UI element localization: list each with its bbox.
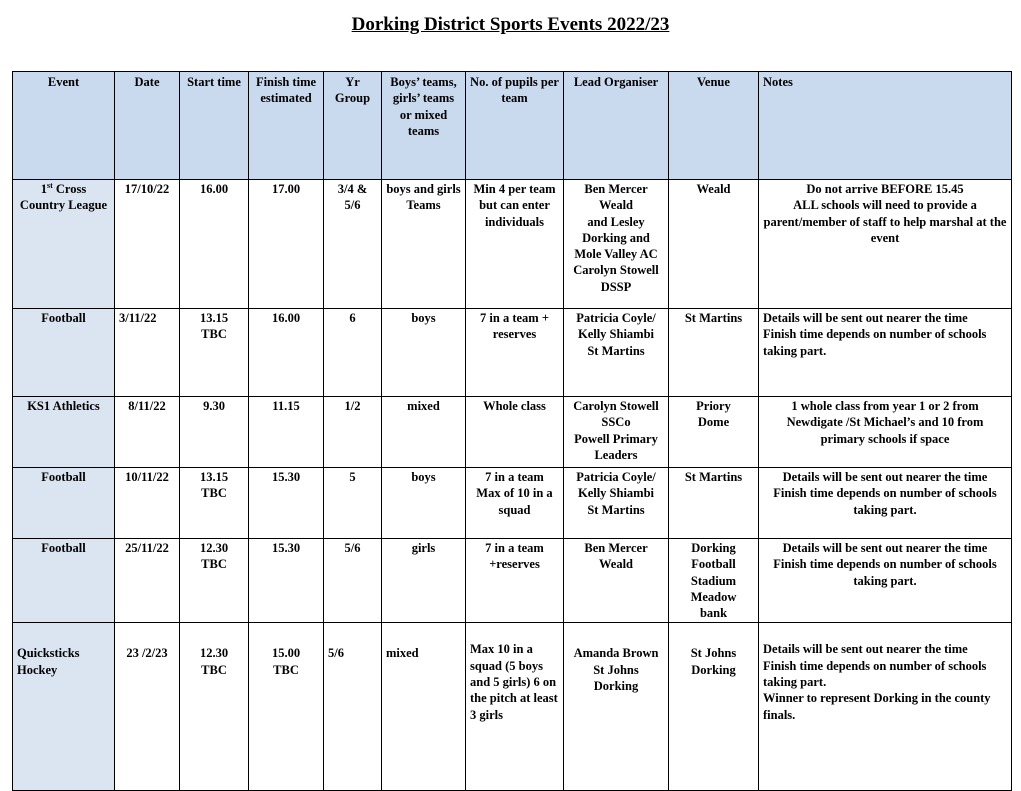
header-finish-time: Finish time estimated <box>249 72 324 180</box>
teams-cell: boys and girls Teams <box>382 180 466 309</box>
start-cell: 13.15 TBC <box>180 468 249 539</box>
organiser-cell: Amanda Brown St Johns Dorking <box>564 623 669 791</box>
organiser-cell: Ben Mercer Weald <box>564 539 669 623</box>
event-cell: Football <box>13 539 115 623</box>
finish-cell: 15.30 <box>249 539 324 623</box>
finish-cell: 11.15 <box>249 397 324 468</box>
pupils-cell: Whole class <box>466 397 564 468</box>
pupils-cell: 7 in a team + reserves <box>466 309 564 397</box>
finish-cell: 15.00 TBC <box>249 623 324 791</box>
event-cell: KS1 Athletics <box>13 397 115 468</box>
header-date: Date <box>115 72 180 180</box>
notes-cell: Details will be sent out nearer the time Finish time depends on number of schools taking part. <box>759 539 1012 623</box>
event-cell: Football <box>13 468 115 539</box>
organiser-cell: Ben Mercer Weald and Lesley Dorking and Mole Valley AC Carolyn Stowell DSSP <box>564 180 669 309</box>
header-yr-group: Yr Group <box>324 72 382 180</box>
teams-cell: boys <box>382 468 466 539</box>
table-row <box>13 623 1012 791</box>
event-ordinal-number: 1 <box>40 182 47 196</box>
organiser-cell: Patricia Coyle/ Kelly Shiambi St Martins <box>564 309 669 397</box>
yr-cell: 3/4 & 5/6 <box>324 180 382 309</box>
event-name: Cross Country League <box>19 182 108 213</box>
finish-cell: 16.00 <box>249 309 324 397</box>
date-cell: 10/11/22 <box>115 468 180 539</box>
event-cell <box>13 180 115 309</box>
venue-cell: Dorking Football Stadium Meadow bank <box>669 539 759 623</box>
page-title: Dorking District Sports Events 2022/23 <box>351 14 670 35</box>
venue-cell: Priory Dome <box>669 397 759 468</box>
pupils-cell: Max 10 in a squad (5 boys and 5 girls) 6 on the pitch at least 3 girls <box>466 623 564 791</box>
events-table <box>12 71 1012 791</box>
start-cell: 16.00 <box>180 180 249 309</box>
header-pupils: No. of pupils per team <box>466 72 564 180</box>
venue-cell: Weald <box>669 180 759 309</box>
pupils-cell: 7 in a team Max of 10 in a squad <box>466 468 564 539</box>
yr-cell: 6 <box>324 309 382 397</box>
yr-cell: 1/2 <box>324 397 382 468</box>
start-cell: 13.15 TBC <box>180 309 249 397</box>
venue-cell: St Johns Dorking <box>669 623 759 791</box>
table-header-row <box>13 72 1012 180</box>
teams-cell: mixed <box>382 397 466 468</box>
notes-cell: Details will be sent out nearer the time Finish time depends on number of schools taking part. <box>759 309 1012 397</box>
notes-cell: 1 whole class from year 1 or 2 from Newdigate /St Michael’s and 10 from primary schools if space <box>759 397 1012 468</box>
venue-cell: St Martins <box>669 468 759 539</box>
date-cell: 3/11/22 <box>115 309 180 397</box>
date-cell: 17/10/22 <box>115 180 180 309</box>
header-notes: Notes <box>759 72 1012 180</box>
table-row <box>13 309 1012 397</box>
teams-cell: girls <box>382 539 466 623</box>
notes-cell: Do not arrive BEFORE 15.45 ALL schools will need to provide a parent/member of staff to help marshal at the event <box>759 180 1012 309</box>
date-cell: 23 /2/23 <box>115 623 180 791</box>
header-organiser: Lead Organiser <box>564 72 669 180</box>
event-ordinal-suffix: st <box>47 180 53 190</box>
venue-cell: St Martins <box>669 309 759 397</box>
finish-cell: 15.30 <box>249 468 324 539</box>
start-cell: 12.30 TBC <box>180 623 249 791</box>
start-cell: 9.30 <box>180 397 249 468</box>
header-start-time: Start time <box>180 72 249 180</box>
notes-cell: Details will be sent out nearer the time Finish time depends on number of schools taking part. <box>759 468 1012 539</box>
teams-cell: boys <box>382 309 466 397</box>
table-row <box>13 468 1012 539</box>
teams-cell: mixed <box>382 623 466 791</box>
organiser-cell: Patricia Coyle/ Kelly Shiambi St Martins <box>564 468 669 539</box>
pupils-cell: 7 in a team +reserves <box>466 539 564 623</box>
yr-cell: 5 <box>324 468 382 539</box>
event-cell: Football <box>13 309 115 397</box>
table-row <box>13 539 1012 623</box>
yr-cell: 5/6 <box>324 539 382 623</box>
event-cell: Quicksticks Hockey <box>13 623 115 791</box>
table-row <box>13 397 1012 468</box>
date-cell: 25/11/22 <box>115 539 180 623</box>
header-venue: Venue <box>669 72 759 180</box>
yr-cell: 5/6 <box>324 623 382 791</box>
date-cell: 8/11/22 <box>115 397 180 468</box>
header-teams: Boys’ teams, girls’ teams or mixed teams <box>382 72 466 180</box>
finish-cell: 17.00 <box>249 180 324 309</box>
header-event: Event <box>13 72 115 180</box>
pupils-cell: Min 4 per team but can enter individuals <box>466 180 564 309</box>
organiser-cell: Carolyn Stowell SSCo Powell Primary Leaders <box>564 397 669 468</box>
table-row <box>13 180 1012 309</box>
start-cell: 12.30 TBC <box>180 539 249 623</box>
notes-cell: Details will be sent out nearer the time Finish time depends on number of schools taking part. Winner to represent Dorking in the county finals. <box>759 623 1012 791</box>
